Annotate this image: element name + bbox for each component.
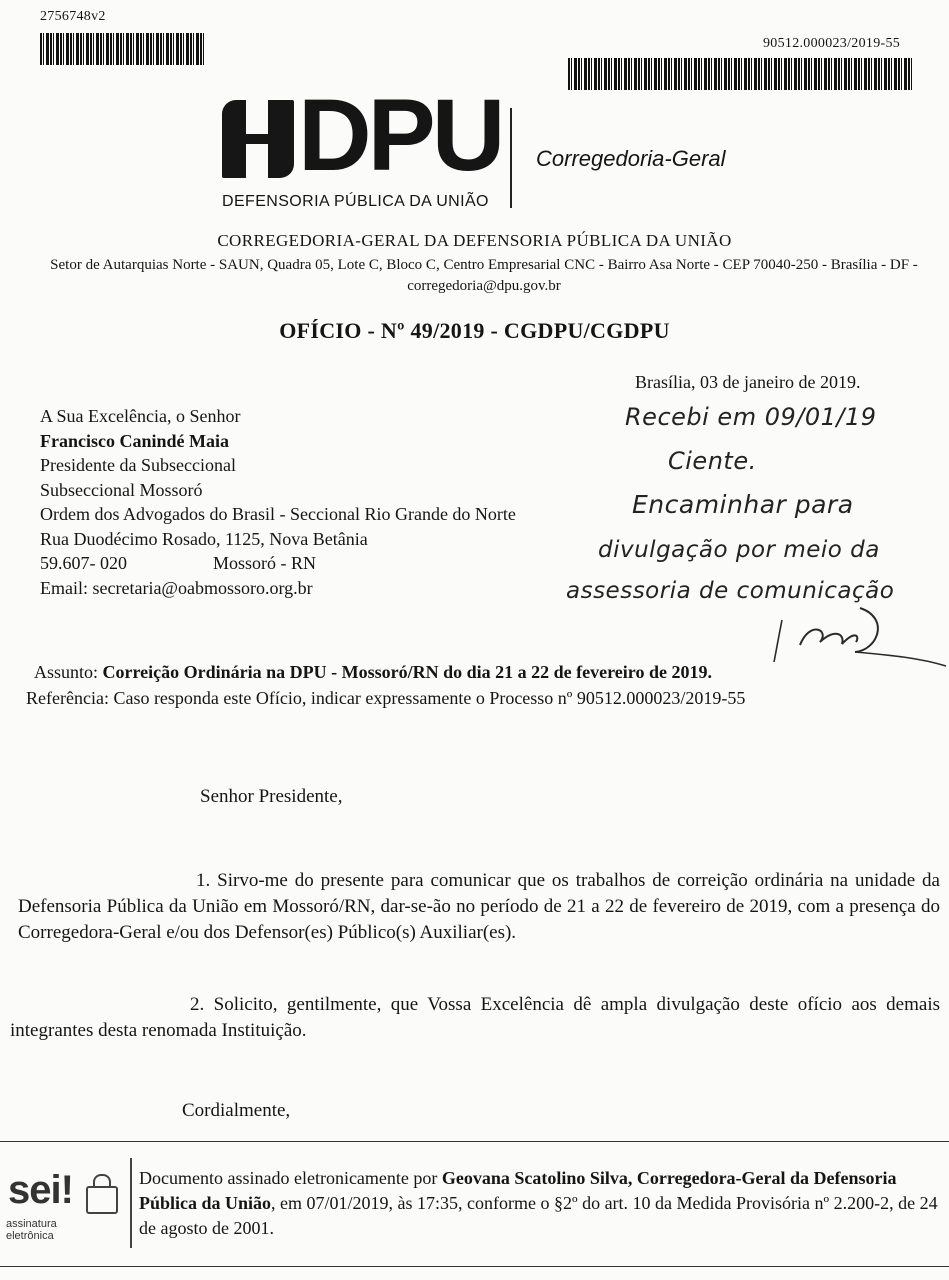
recipient-name: Francisco Canindé Maia (40, 430, 229, 451)
recipient-street: Rua Duodécimo Rosado, 1125, Nova Betânia (40, 528, 368, 549)
signature-post: , em 07/01/2019, às 17:35, conforme o §2º do art. 10 da Medida Provisória nº 2.200-2, de 24 de agosto de 2001. (139, 1193, 938, 1238)
recipient-block (40, 404, 516, 600)
process-number-id: 90512.000023/2019-55 (763, 36, 901, 51)
subject-label: Assunto: (34, 662, 99, 682)
sei-logo: sei! (8, 1168, 73, 1212)
logo-wordmark: DPU (298, 78, 502, 192)
body-salutation: Senhor Presidente, (200, 786, 343, 807)
electronic-signature-text (139, 1166, 939, 1241)
document-version-id: 2756748v2 (40, 9, 106, 24)
place-date: Brasília, 03 de janeiro de 2019. (635, 372, 861, 392)
footer-top-rule (0, 1141, 949, 1142)
recipient-email: Email: secretaria@oabmossoro.org.br (40, 577, 313, 598)
sei-caption: assinatura eletrônica (6, 1218, 57, 1242)
recipient-cep-city (40, 551, 516, 576)
handwritten-initials-signature (760, 600, 949, 680)
handwritten-acknowledged: Ciente. (668, 447, 757, 475)
handwritten-received-date: Recebi em 09/01/19 (625, 403, 877, 431)
subject-text: Correição Ordinária na DPU - Mossoró/RN do dia 21 a 22 de fevereiro de 2019. (102, 662, 712, 682)
recipient-organization: Ordem dos Advogados do Brasil - Seccional Rio Grande do Norte (40, 504, 516, 524)
recipient-cep: 59.607- 020 (40, 553, 127, 573)
department-name: Corregedoria-Geral (536, 146, 726, 171)
closing: Cordialmente, (182, 1100, 291, 1121)
recipient-unit: Subseccional Mossoró (40, 479, 203, 500)
recipient-role: Presidente da Subseccional (40, 455, 236, 475)
handwritten-forward: Encaminhar para (632, 490, 854, 519)
footer-bottom-rule (0, 1266, 949, 1267)
paragraph-1: 1. Sirvo-me do presente para comunicar que os trabalhos de correição ordinária na unidade da Defensoria Pública da União em Mossoró/RN, dar-se-ão no período de 21 a 22 de fevereiro de 2019, com a presença do Corregedora-Geral e/ou dos Defensor(es) Público(s) Auxiliar(es). (18, 870, 940, 943)
institution-heading: CORREGEDORIA-GERAL DA DEFENSORIA PÚBLICA DA UNIÃO (217, 231, 732, 250)
handwritten-communications: assessoria de comunicação (566, 578, 895, 604)
barcode-right (568, 58, 913, 90)
document-title: OFÍCIO - Nº 49/2019 - CGDPU/CGDPU (279, 318, 670, 343)
handwritten-dissemination: divulgação por meio da (598, 537, 880, 563)
subject-line (34, 662, 712, 683)
signature-signer: Geovana Scatolino Silva, Corregedora-Geral da Defensoria Pública da União (139, 1168, 897, 1213)
institution-address: Setor de Autarquias Norte - SAUN, Quadra 05, Lote C, Bloco C, Centro Empresarial CNC - Bairro Asa Norte - CEP 70040-250 - Brasília - DF - corregedoria@dpu.gov.br (50, 257, 918, 294)
recipient-salutation: A Sua Excelência, o Senhor (40, 406, 241, 426)
dpu-logo-mark-icon (222, 100, 294, 178)
signature-pre: Documento assinado eletronicamente por (139, 1168, 438, 1188)
paragraph-2: 2. Solicito, gentilmente, que Vossa Excelência dê ampla divulgação deste ofício aos demais integrantes desta renomada Instituição. (10, 994, 940, 1041)
logo-subtitle: DEFENSORIA PÚBLICA DA UNIÃO (222, 193, 489, 210)
recipient-city: Mossoró - RN (213, 553, 317, 573)
reference-line: Referência: Caso responda este Ofício, indicar expressamente o Processo nº 90512.000023/2019-55 (26, 688, 746, 708)
lock-icon (86, 1186, 118, 1214)
barcode-left (40, 33, 205, 65)
logo-divider (510, 108, 512, 208)
